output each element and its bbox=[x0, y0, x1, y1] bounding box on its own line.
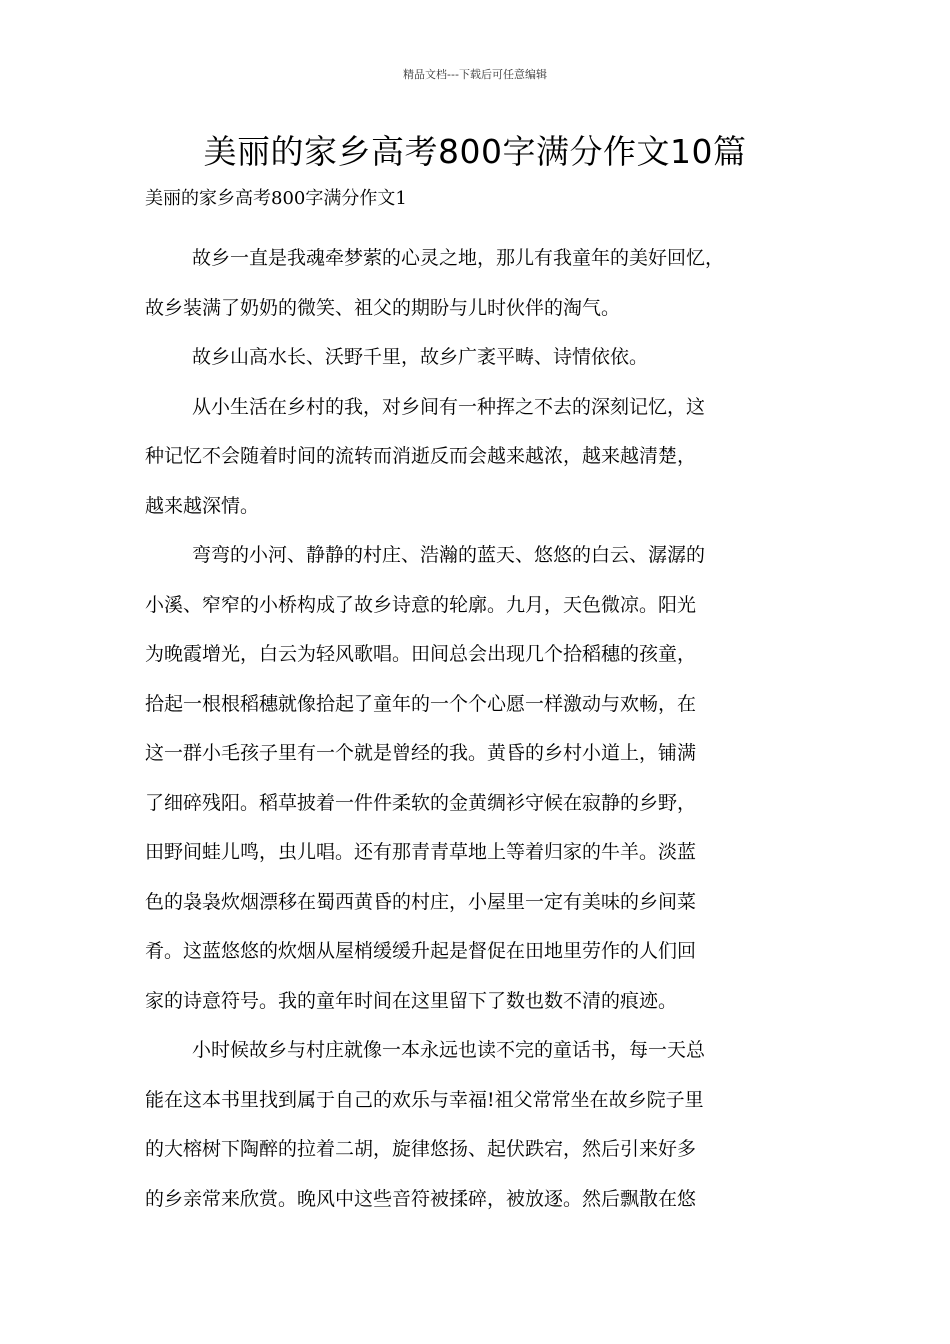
text-line: 越来越深情。 bbox=[145, 494, 260, 517]
text-line: 色的袅袅炊烟漂移在蜀西黄昏的村庄，小屋里一定有美味的乡间菜 bbox=[145, 890, 697, 913]
text-line: 肴。这蓝悠悠的炊烟从屋梢缓缓升起是督促在田地里劳作的人们回 bbox=[145, 940, 697, 962]
text-line: 的乡亲常来欣赏。晚风中这些音符被揉碎，被放逐。然后飘散在悠 bbox=[145, 1187, 697, 1210]
essay-body bbox=[145, 234, 807, 1224]
text-line: 种记忆不会随着时间的流转而消逝反而会越来越浓，越来越清楚， bbox=[145, 445, 697, 467]
text-line: 田野间蛙儿鸣，虫儿唱。还有那青青草地上等着归家的牛羊。淡蓝 bbox=[145, 841, 697, 863]
paragraph bbox=[145, 383, 807, 532]
text-line: 故乡装满了奶奶的微笑、祖父的期盼与儿时伙伴的淘气。 bbox=[145, 296, 621, 319]
text-line: 的大榕树下陶醉的拉着二胡，旋律悠扬、起伏跌宕，然后引来好多 bbox=[145, 1138, 697, 1160]
text-line: 故乡一直是我魂牵梦萦的心灵之地，那儿有我童年的美好回忆， bbox=[192, 247, 725, 269]
text-line: 小时候故乡与村庄就像一本永远也读不完的童话书，每一天总 bbox=[192, 1039, 706, 1061]
essay-subtitle: 美丽的家乡高考800字满分作文1 bbox=[145, 188, 407, 209]
paragraph bbox=[145, 1026, 807, 1224]
text-line: 拾起一根根稻穗就像拾起了童年的一个个心愿一样激动与欢畅，在 bbox=[145, 692, 697, 715]
text-line: 为晚霞增光，白云为轻风歌唱。田间总会出现几个拾稻穗的孩童， bbox=[145, 643, 697, 665]
text-line: 这一群小毛孩子里有一个就是曾经的我。黄昏的乡村小道上，铺满 bbox=[145, 742, 697, 764]
page-header-note: 精品文档---下载后可任意编辑 bbox=[403, 68, 547, 81]
paragraph bbox=[145, 234, 807, 333]
text-line: 小溪、窄窄的小桥构成了故乡诗意的轮廓。九月，天色微凉。阳光 bbox=[145, 593, 697, 616]
text-line: 故乡山高水长、沃野千里，故乡广袤平畴、诗情依依。 bbox=[192, 346, 649, 368]
paragraph bbox=[145, 333, 807, 383]
text-line: 了细碎残阳。稻草披着一件件柔软的金黄绸衫守候在寂静的乡野， bbox=[145, 791, 697, 814]
text-line: 从小生活在乡村的我，对乡间有一种挥之不去的深刻记忆，这 bbox=[192, 395, 706, 418]
paragraph bbox=[145, 531, 807, 1026]
text-line: 家的诗意符号。我的童年时间在这里留下了数也数不清的痕迹。 bbox=[145, 989, 678, 1012]
document-title: 美丽的家乡高考800字满分作文10篇 bbox=[203, 132, 747, 171]
text-line: 弯弯的小河、静静的村庄、浩瀚的蓝天、悠悠的白云、潺潺的 bbox=[192, 544, 706, 566]
text-line: 能在这本书里找到属于自己的欢乐与幸福!祖父常常坐在故乡院子里 bbox=[145, 1088, 704, 1111]
